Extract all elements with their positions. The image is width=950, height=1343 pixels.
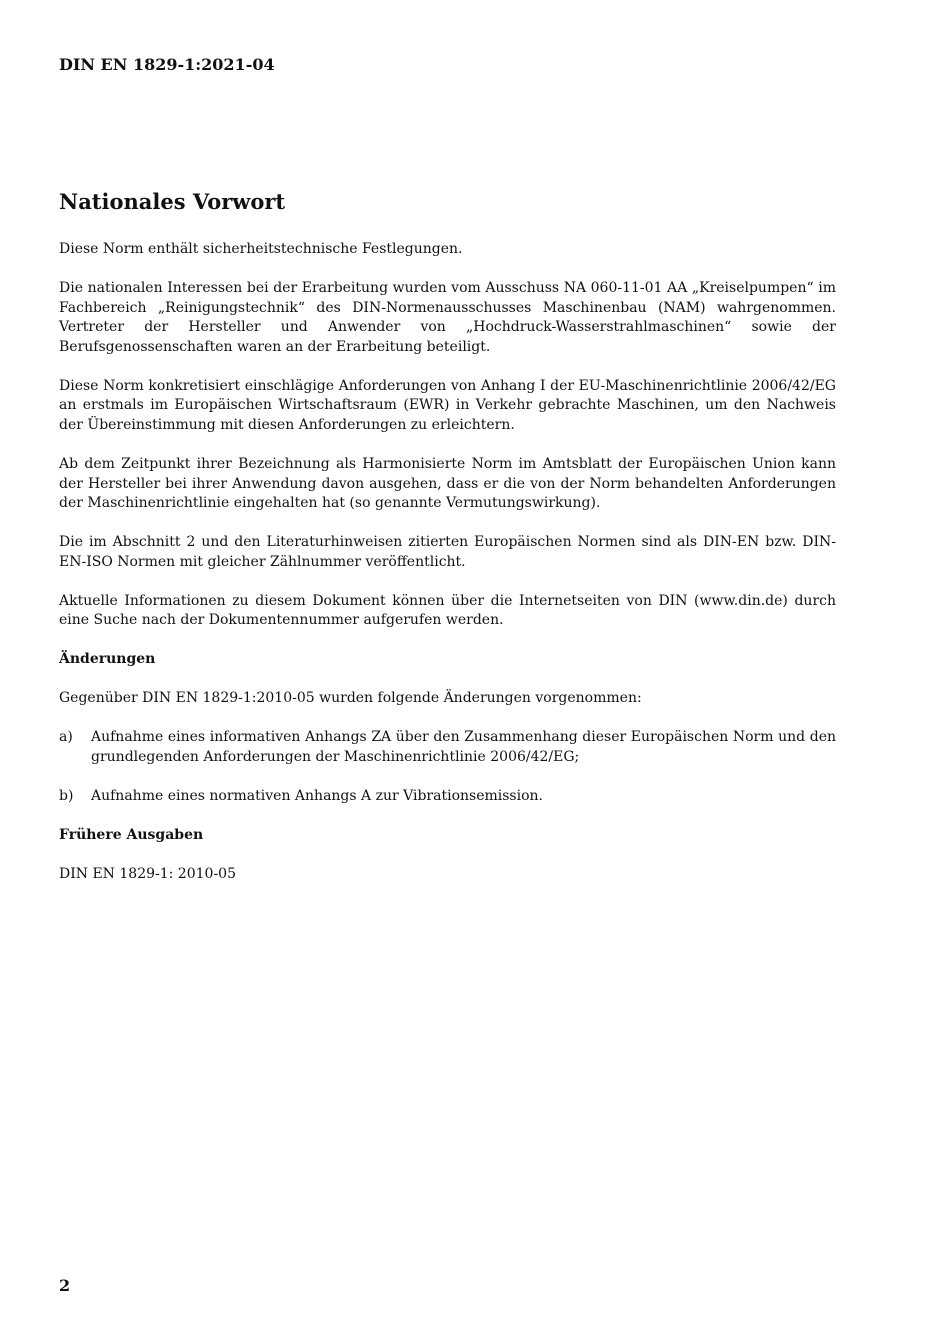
paragraph-cited-standards: Die im Abschnitt 2 und den Literaturhinweisen zitierten Europäischen Normen sind als DIN-EN bzw. DIN-EN-ISO Normen mit gleicher Zählnummer veröffentlicht. <box>59 534 836 570</box>
list-item <box>59 728 836 767</box>
list-item <box>59 787 836 807</box>
paragraph-safety: Diese Norm enthält sicherheitstechnische Festlegungen. <box>59 241 463 257</box>
paragraph-current-information: Aktuelle Informationen zu diesem Dokument können über die Internetseiten von DIN (www.din.de) durch eine Suche nach der Dokumentennummer aufgerufen werden. <box>59 592 836 629</box>
previous-editions-text: DIN EN 1829-1: 2010-05 <box>59 865 236 882</box>
section-title: Nationales Vorwort <box>59 189 286 214</box>
main-content <box>59 187 836 904</box>
previous-editions-heading: Frühere Ausgaben <box>59 826 204 843</box>
changes-intro: Gegenüber DIN EN 1829-1:2010-05 wurden folgende Änderungen vorgenommen: <box>59 690 642 707</box>
list-marker: b) <box>59 787 74 804</box>
page-number: 2 <box>59 1276 71 1295</box>
changes-list <box>59 728 836 806</box>
changes-heading: Änderungen <box>59 651 156 668</box>
list-marker: a) <box>59 729 73 746</box>
paragraph-national-interests: Die nationalen Interessen bei der Erarbeitung wurden vom Ausschuss NA 060-11-01 AA „Kreiselpumpen“ im Fachbereich „Reinigungstechnik“ des DIN-Normenausschusses Maschinenbau (NAM) wahrgenommen. Vertreter der Hersteller und Anwender von „Hochdruck-Wasserstrahlmaschinen“ sowie der Berufsgenossenschaften waren an der Erarbeitung beteiligt. <box>59 279 836 355</box>
document-identifier: DIN EN 1829-1:2021-04 <box>59 55 275 74</box>
list-item-text: Aufnahme eines informativen Anhangs ZA über den Zusammenhang dieser Europäischen Norm und den grundlegenden Anforderungen der Maschinenrichtlinie 2006/42/EG; <box>91 729 836 765</box>
paragraph-presumption-of-conformity: Ab dem Zeitpunkt ihrer Bezeichnung als Harmonisierte Norm im Amtsblatt der Europäischen Union kann der Hersteller bei ihrer Anwendung davon ausgehen, dass er die von der Norm behandelten Anforderungen der Maschinenrichtlinie eingehalten hat (so genannte Vermutungswirkung). <box>59 455 836 512</box>
list-item-text: Aufnahme eines normativen Anhangs A zur Vibrationsemission. <box>91 787 543 804</box>
paragraph-machinery-directive: Diese Norm konkretisiert einschlägige Anforderungen von Anhang I der EU-Maschinenrichtlinie 2006/42/EG an erstmals im Europäischen Wirtschaftsraum (EWR) in Verkehr gebrachte Maschinen, um den Nachweis der Übereinstimmung mit diesen Anforderungen zu erleichtern. <box>59 377 836 433</box>
